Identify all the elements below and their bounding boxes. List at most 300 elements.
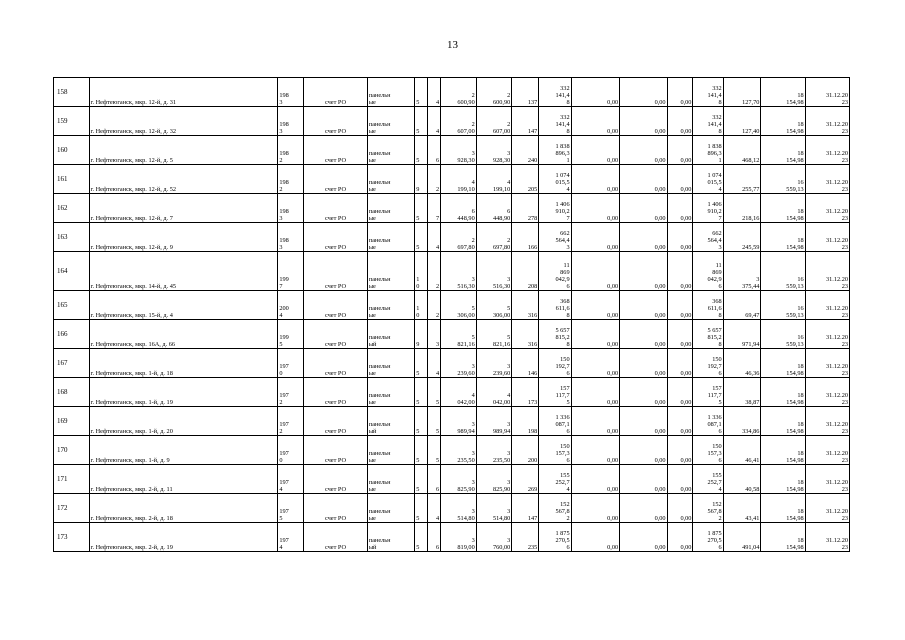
deadline-cell [805, 252, 849, 291]
row-number-text: 164 [57, 266, 68, 275]
wall-material-cell-text: панельн ые [368, 208, 391, 222]
floors-cell-text: 5 [416, 244, 420, 251]
method-cell [304, 165, 368, 194]
cost-budget-2-cell-text: 0,00 [654, 428, 666, 435]
deadline-cell-text: 31.12.20 23 [825, 392, 848, 406]
cost-per-m2-cell-text: 127,40 [742, 128, 760, 135]
area-living-cell [476, 291, 512, 320]
area-total-cell-text: 3 989,94 [457, 421, 475, 435]
table-row [54, 194, 850, 223]
wall-material-cell [367, 320, 414, 349]
cost-budget-2-cell-text: 0,00 [654, 370, 666, 377]
deadline-cell [805, 291, 849, 320]
year-cell [278, 494, 304, 523]
area-total-cell-text: 3 928,30 [457, 150, 475, 164]
area-living-cell [476, 523, 512, 552]
cost-fund-cell [693, 349, 723, 378]
cost-budget-2-cell [620, 291, 667, 320]
cost-budget-1-cell [571, 320, 620, 349]
entrances-cell-text: 6 [436, 157, 440, 164]
cost-total-cell [539, 494, 571, 523]
cost-total-cell-text: 150 157,3 6 [555, 443, 570, 464]
cost-total-cell [539, 136, 571, 165]
floors-cell [415, 136, 428, 165]
wall-material-cell-text: панельн ые [368, 237, 391, 251]
residents-cell-text: 278 [527, 215, 538, 222]
row-number [54, 494, 90, 523]
cost-budget-2-cell [620, 407, 667, 436]
cost-per-m2-cell [723, 349, 761, 378]
address-cell [89, 107, 278, 136]
area-total-cell-text: 3 239,60 [457, 363, 475, 377]
cost-budget-2-cell-text: 0,00 [654, 128, 666, 135]
wall-material-cell [367, 465, 414, 494]
floors-cell-text: 5 [416, 515, 420, 522]
address-cell [89, 165, 278, 194]
cost-per-m2-cell-text: 255,77 [742, 186, 760, 193]
residents-cell-text: 147 [527, 128, 538, 135]
residents-cell [512, 136, 539, 165]
area-total-cell-text: 3 819,00 [457, 537, 475, 551]
cost-fund-cell [693, 378, 723, 407]
wall-material-cell [367, 252, 414, 291]
cost-total-cell [539, 223, 571, 252]
cost-limit-cell [761, 494, 805, 523]
method-cell [304, 436, 368, 465]
area-total-cell [441, 465, 477, 494]
cost-per-m2-cell [723, 194, 761, 223]
cost-per-m2-cell-text: 3 375,44 [742, 276, 760, 290]
table-body [54, 78, 850, 552]
wall-material-cell-text: панельн ый [368, 421, 391, 435]
cost-per-m2-cell [723, 78, 761, 107]
method-cell-text: счет РО [324, 128, 347, 135]
entrances-cell-text: 4 [436, 128, 440, 135]
floors-cell [415, 194, 428, 223]
area-living-cell-text: 3 235,50 [492, 450, 511, 464]
residents-cell [512, 436, 539, 465]
cost-per-m2-cell [723, 320, 761, 349]
table-row [54, 407, 850, 436]
year-cell [278, 436, 304, 465]
cost-budget-1-cell [571, 223, 620, 252]
year-cell [278, 291, 304, 320]
deadline-cell-text: 31.12.20 23 [825, 92, 848, 106]
cost-budget-3-cell [667, 320, 693, 349]
cost-per-m2-cell-text: 218,16 [742, 215, 760, 222]
table-row [54, 320, 850, 349]
deadline-cell-text: 31.12.20 23 [825, 421, 848, 435]
deadline-cell-text: 31.12.20 23 [825, 208, 848, 222]
cost-budget-3-cell-text: 0,00 [680, 544, 692, 551]
area-living-cell-text: 2 607,00 [492, 121, 511, 135]
year-cell [278, 407, 304, 436]
residents-cell-text: 205 [527, 186, 538, 193]
cost-per-m2-cell [723, 407, 761, 436]
cost-budget-2-cell [620, 523, 667, 552]
year-cell [278, 252, 304, 291]
entrances-cell [428, 223, 441, 252]
entrances-cell [428, 320, 441, 349]
cost-per-m2-cell [723, 136, 761, 165]
cost-total-cell-text: 150 192,7 6 [555, 356, 570, 377]
deadline-cell-text: 31.12.20 23 [825, 179, 848, 193]
wall-material-cell-text: панельн ый [368, 537, 391, 551]
deadline-cell [805, 494, 849, 523]
deadline-cell-text: 31.12.20 23 [825, 479, 848, 493]
row-number [54, 223, 90, 252]
cost-per-m2-cell [723, 465, 761, 494]
row-number-text: 169 [57, 416, 68, 425]
address-cell-text: г. Нефтеюганск, мкр. 12-й, д. 32 [90, 128, 177, 135]
deadline-cell [805, 78, 849, 107]
area-total-cell-text: 4 199,10 [457, 179, 475, 193]
row-number [54, 136, 90, 165]
cost-limit-cell-text: 18 154,98 [786, 537, 804, 551]
deadline-cell [805, 194, 849, 223]
floors-cell [415, 223, 428, 252]
row-number-text: 161 [57, 174, 68, 183]
cost-total-cell [539, 378, 571, 407]
cost-fund-cell-text: 1 875 270,5 6 [707, 530, 722, 551]
cost-budget-2-cell-text: 0,00 [654, 486, 666, 493]
floors-cell-text: 5 [416, 486, 420, 493]
address-cell [89, 465, 278, 494]
cost-limit-cell-text: 18 154,98 [786, 121, 804, 135]
cost-budget-3-cell-text: 0,00 [680, 157, 692, 164]
deadline-cell [805, 436, 849, 465]
cost-total-cell [539, 291, 571, 320]
row-number [54, 194, 90, 223]
method-cell-text: счет РО [324, 515, 347, 522]
table-row [54, 252, 850, 291]
floors-cell [415, 320, 428, 349]
cost-total-cell-text: 1 838 896,3 1 [555, 143, 570, 164]
row-number [54, 436, 90, 465]
cost-limit-cell-text: 18 154,98 [786, 208, 804, 222]
cost-per-m2-cell [723, 436, 761, 465]
address-cell-text: г. Нефтеюганск, мкр. 1-й, д. 9 [90, 457, 170, 464]
method-cell [304, 465, 368, 494]
deadline-cell [805, 465, 849, 494]
cost-per-m2-cell [723, 523, 761, 552]
method-cell [304, 78, 368, 107]
cost-fund-cell [693, 436, 723, 465]
cost-budget-2-cell [620, 223, 667, 252]
cost-budget-2-cell [620, 194, 667, 223]
year-cell [278, 320, 304, 349]
residents-cell-text: 200 [527, 457, 538, 464]
deadline-cell-text: 31.12.20 23 [825, 305, 848, 319]
table-row [54, 378, 850, 407]
method-cell-text: счет РО [324, 457, 347, 464]
address-cell [89, 252, 278, 291]
year-cell-text: 197 4 [279, 537, 289, 551]
cost-total-cell-text: 332 141,4 8 [555, 114, 570, 135]
cost-total-cell [539, 194, 571, 223]
wall-material-cell-text: панельн ые [368, 450, 391, 464]
wall-material-cell [367, 223, 414, 252]
cost-per-m2-cell [723, 494, 761, 523]
method-cell [304, 494, 368, 523]
row-number-text: 163 [57, 232, 68, 241]
area-living-cell [476, 465, 512, 494]
address-cell-text: г. Нефтеюганск, мкр. 16А, д. 66 [90, 341, 176, 348]
cost-per-m2-cell-text: 46,36 [745, 370, 760, 377]
year-cell-text: 197 2 [279, 421, 289, 435]
row-number-text: 170 [57, 445, 68, 454]
wall-material-cell [367, 436, 414, 465]
cost-budget-1-cell [571, 349, 620, 378]
area-living-cell-text: 2 697,80 [492, 237, 511, 251]
cost-total-cell-text: 11 869 042,9 6 [555, 262, 570, 290]
year-cell [278, 465, 304, 494]
cost-budget-2-cell [620, 465, 667, 494]
cost-per-m2-cell [723, 291, 761, 320]
deadline-cell [805, 349, 849, 378]
year-cell-text: 198 2 [279, 179, 289, 193]
entrances-cell [428, 107, 441, 136]
table-row [54, 494, 850, 523]
cost-budget-2-cell-text: 0,00 [654, 341, 666, 348]
entrances-cell-text: 6 [436, 544, 440, 551]
cost-budget-1-cell [571, 436, 620, 465]
cost-total-cell [539, 523, 571, 552]
cost-total-cell [539, 252, 571, 291]
residents-cell [512, 349, 539, 378]
cost-budget-3-cell [667, 378, 693, 407]
cost-limit-cell [761, 223, 805, 252]
wall-material-cell-text: панельн ый [368, 334, 391, 348]
cost-limit-cell-text: 16 559,13 [786, 305, 804, 319]
cost-limit-cell [761, 252, 805, 291]
cost-budget-2-cell-text: 0,00 [654, 457, 666, 464]
cost-per-m2-cell [723, 165, 761, 194]
cost-fund-cell-text: 368 611,6 8 [707, 298, 722, 319]
year-cell-text: 200 4 [279, 305, 289, 319]
entrances-cell-text: 4 [436, 244, 440, 251]
cost-fund-cell [693, 291, 723, 320]
cost-budget-3-cell [667, 107, 693, 136]
method-cell-text: счет РО [324, 312, 347, 319]
cost-fund-cell-text: 155 252,7 4 [707, 472, 722, 493]
row-number-text: 158 [57, 87, 68, 96]
table-row [54, 465, 850, 494]
year-cell-text: 197 4 [279, 479, 289, 493]
cost-fund-cell [693, 136, 723, 165]
cost-fund-cell [693, 252, 723, 291]
address-cell [89, 194, 278, 223]
cost-budget-1-cell-text: 0,00 [607, 515, 619, 522]
year-cell-text: 199 7 [279, 276, 289, 290]
floors-cell-text: 5 [416, 215, 420, 222]
table-row [54, 78, 850, 107]
residents-cell-text: 240 [527, 157, 538, 164]
address-cell-text: г. Нефтеюганск, мкр. 12-й, д. 5 [90, 157, 173, 164]
method-cell [304, 407, 368, 436]
row-number [54, 465, 90, 494]
residents-cell [512, 223, 539, 252]
entrances-cell-text: 3 [436, 341, 440, 348]
area-living-cell [476, 136, 512, 165]
cost-budget-1-cell [571, 494, 620, 523]
address-cell-text: г. Нефтеюганск, мкр. 12-й, д. 31 [90, 99, 177, 106]
method-cell-text: счет РО [324, 244, 347, 251]
cost-budget-1-cell [571, 291, 620, 320]
method-cell-text: счет РО [324, 215, 347, 222]
floors-cell-text: 5 [416, 399, 420, 406]
cost-per-m2-cell-text: 245,59 [742, 244, 760, 251]
floors-cell [415, 407, 428, 436]
cost-total-cell [539, 407, 571, 436]
area-living-cell-text: 3 514,80 [492, 508, 511, 522]
entrances-cell-text: 4 [436, 370, 440, 377]
row-number-text: 160 [57, 145, 68, 154]
area-total-cell-text: 3 235,50 [457, 450, 475, 464]
year-cell-text: 198 3 [279, 237, 289, 251]
area-total-cell [441, 136, 477, 165]
table-row [54, 165, 850, 194]
year-cell [278, 523, 304, 552]
residents-cell [512, 107, 539, 136]
cost-budget-2-cell [620, 252, 667, 291]
entrances-cell [428, 291, 441, 320]
year-cell-text: 197 0 [279, 363, 289, 377]
floors-cell-text: 5 [416, 370, 420, 377]
residents-cell-text: 235 [527, 544, 538, 551]
year-cell-text: 198 3 [279, 92, 289, 106]
page-number: 13 [447, 39, 458, 51]
method-cell [304, 320, 368, 349]
cost-budget-3-cell-text: 0,00 [680, 186, 692, 193]
wall-material-cell [367, 194, 414, 223]
cost-total-cell-text: 157 117,7 5 [555, 385, 570, 406]
cost-fund-cell-text: 332 141,4 8 [707, 85, 722, 106]
cost-fund-cell [693, 165, 723, 194]
area-total-cell [441, 291, 477, 320]
floors-cell [415, 436, 428, 465]
cost-limit-cell [761, 465, 805, 494]
wall-material-cell [367, 136, 414, 165]
cost-budget-2-cell-text: 0,00 [654, 215, 666, 222]
cost-budget-1-cell-text: 0,00 [607, 186, 619, 193]
cost-per-m2-cell-text: 69,47 [745, 312, 760, 319]
year-cell [278, 223, 304, 252]
cost-budget-2-cell-text: 0,00 [654, 312, 666, 319]
cost-budget-1-cell [571, 465, 620, 494]
floors-cell-text: 1 0 [416, 305, 420, 319]
cost-total-cell [539, 465, 571, 494]
area-total-cell-text: 4 042,00 [457, 392, 475, 406]
cost-per-m2-cell-text: 468,12 [742, 157, 760, 164]
area-living-cell [476, 349, 512, 378]
residents-cell-text: 316 [527, 312, 538, 319]
area-living-cell [476, 378, 512, 407]
row-number [54, 165, 90, 194]
cost-budget-2-cell [620, 494, 667, 523]
area-total-cell-text: 3 514,80 [457, 508, 475, 522]
address-cell [89, 320, 278, 349]
cost-limit-cell-text: 18 154,98 [786, 479, 804, 493]
table-row [54, 223, 850, 252]
entrances-cell [428, 465, 441, 494]
floors-cell-text: 5 [416, 428, 420, 435]
cost-budget-1-cell-text: 0,00 [607, 544, 619, 551]
cost-fund-cell-text: 332 141,4 8 [707, 114, 722, 135]
cost-budget-3-cell-text: 0,00 [680, 99, 692, 106]
entrances-cell-text: 2 [436, 312, 440, 319]
area-living-cell [476, 252, 512, 291]
cost-limit-cell [761, 436, 805, 465]
floors-cell-text: 9 [416, 186, 420, 193]
address-cell-text: г. Нефтеюганск, мкр. 1-й, д. 19 [90, 399, 173, 406]
table-row [54, 436, 850, 465]
row-number [54, 378, 90, 407]
wall-material-cell [367, 349, 414, 378]
cost-total-cell [539, 165, 571, 194]
area-total-cell [441, 407, 477, 436]
address-cell-text: г. Нефтеюганск, мкр. 14-й, д. 45 [90, 283, 177, 290]
deadline-cell [805, 223, 849, 252]
year-cell-text: 197 2 [279, 392, 289, 406]
cost-fund-cell [693, 523, 723, 552]
cost-limit-cell [761, 291, 805, 320]
area-living-cell-text: 3 239,60 [492, 363, 511, 377]
cost-fund-cell-text: 5 657 815,2 8 [707, 327, 722, 348]
residents-cell [512, 465, 539, 494]
cost-fund-cell [693, 107, 723, 136]
cost-budget-2-cell [620, 107, 667, 136]
year-cell-text: 199 5 [279, 334, 289, 348]
cost-budget-2-cell-text: 0,00 [654, 544, 666, 551]
deadline-cell-text: 31.12.20 23 [825, 121, 848, 135]
deadline-cell [805, 378, 849, 407]
cost-per-m2-cell [723, 107, 761, 136]
row-number-text: 165 [57, 300, 68, 309]
cost-total-cell-text: 368 611,6 8 [555, 298, 570, 319]
cost-fund-cell-text: 662 564,4 3 [707, 230, 722, 251]
cost-budget-3-cell [667, 291, 693, 320]
cost-budget-1-cell [571, 78, 620, 107]
cost-budget-3-cell [667, 223, 693, 252]
cost-per-m2-cell [723, 252, 761, 291]
cost-total-cell [539, 107, 571, 136]
row-number [54, 291, 90, 320]
area-total-cell [441, 523, 477, 552]
cost-budget-3-cell [667, 465, 693, 494]
cost-fund-cell [693, 223, 723, 252]
row-number-text: 159 [57, 116, 68, 125]
wall-material-cell [367, 407, 414, 436]
cost-total-cell-text: 152 567,8 2 [555, 501, 570, 522]
cost-budget-3-cell-text: 0,00 [680, 370, 692, 377]
cost-limit-cell [761, 320, 805, 349]
floors-cell-text: 5 [416, 128, 420, 135]
cost-per-m2-cell-text: 127,70 [742, 99, 760, 106]
cost-total-cell-text: 1 875 270,5 6 [555, 530, 570, 551]
address-cell [89, 223, 278, 252]
cost-budget-3-cell [667, 252, 693, 291]
floors-cell-text: 5 [416, 544, 420, 551]
cost-budget-3-cell-text: 0,00 [680, 341, 692, 348]
method-cell-text: счет РО [324, 283, 347, 290]
cost-limit-cell-text: 18 154,98 [786, 508, 804, 522]
entrances-cell [428, 165, 441, 194]
cost-total-cell-text: 1 074 015,5 4 [555, 172, 570, 193]
cost-budget-1-cell [571, 194, 620, 223]
table-row [54, 349, 850, 378]
cost-limit-cell [761, 136, 805, 165]
